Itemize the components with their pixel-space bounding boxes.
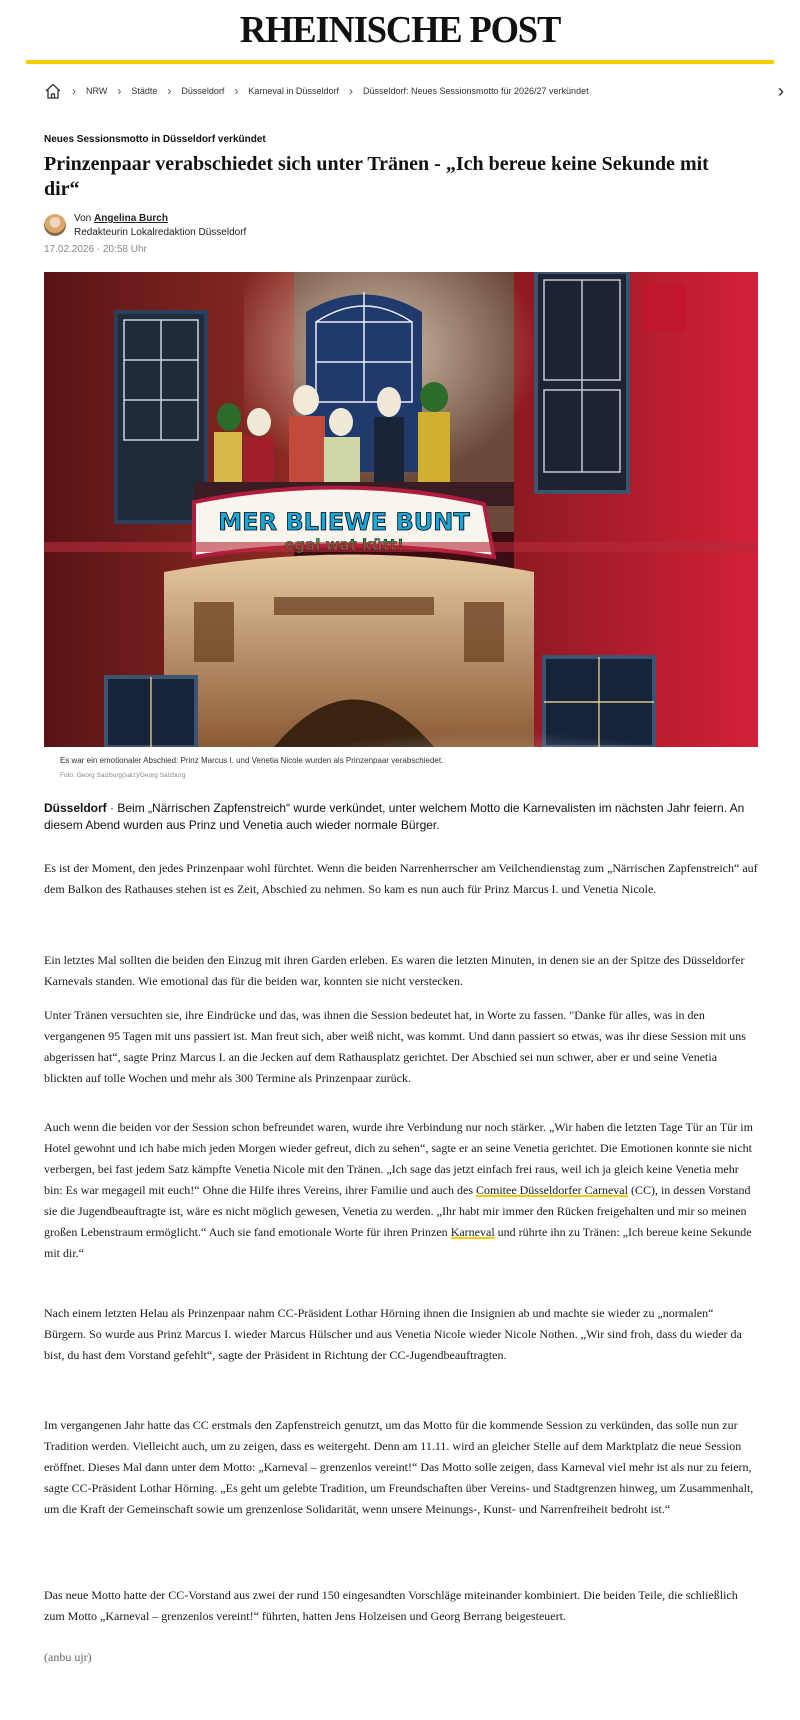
author-role: Redakteurin Lokalredaktion Düsseldorf xyxy=(74,227,247,238)
breadcrumb-item-karneval[interactable]: Karneval in Düsseldorf xyxy=(248,86,339,96)
chevron-right-icon: › xyxy=(117,84,122,98)
masthead-divider xyxy=(26,60,774,64)
breadcrumb xyxy=(44,80,784,102)
chevron-right-icon: › xyxy=(234,84,239,98)
breadcrumb-item-staedte[interactable]: Städte xyxy=(131,86,158,96)
breadcrumb-item-duesseldorf[interactable]: Düsseldorf xyxy=(181,86,225,96)
author-avatar[interactable] xyxy=(44,214,66,236)
paragraph-1: Es ist der Moment, den jedes Prinzenpaar wohl fürchtet. Wenn die beiden Narrenherrscher am Veilchendienstag zum „Närrischen Zapfenstreich“ auf dem Balkon des Rathauses stehen ist es Zeit, Abschied zu nehmen. So kam es nun auch für Prinz Marcus I. und Venetia Nicole. xyxy=(44,861,758,896)
publish-date: 17.02.2026 · 20:58 Uhr xyxy=(44,244,147,255)
chevron-right-icon: › xyxy=(348,84,353,98)
article-kicker: Neues Sessionsmotto in Düsseldorf verkündet xyxy=(44,134,266,145)
link-comitee-duesseldorfer-carneval[interactable]: Comitee Düsseldorfer Carneval xyxy=(475,1183,628,1197)
article-lead xyxy=(44,800,758,834)
site-logo[interactable]: RHEINISCHE POST xyxy=(239,9,561,51)
banner-text-line1: MER BLIEWE BUNT xyxy=(218,508,470,536)
paragraph-6: Im vergangenen Jahr hatte das CC erstmals den Zapfenstreich genutzt, um das Motto für die kommende Session zu verkünden, das solle nun zur Tradition werden. Vielleicht auch, um zu zeigen, dass es weitergeht. Denn am 11.11. wird an gleicher Stelle auf dem Marktplatz die neue Session eröffnet. Dieses Mal dann unter dem Motto: „Karneval – grenzenlos vereint!“ Das Motto solle zeigen, dass Karneval viel mehr ist als nur zu feiern, sagte CC-Präsident Lothar Hörning. „Es geht um gelebte Tradition, um Freundschaften über Vereins- und Stadtgrenzen hinweg, um Zusammenhalt, um die Kraft der Gemeinschaft sowie um grenzenlose Solidarität, wenn unsere Meinungs-, Kunst- und Narrenfreiheit bedroht ist.“ xyxy=(44,1418,754,1516)
author-prefix: Von xyxy=(74,213,92,224)
photo-credit: Foto: Georg Salzburg(salz)/Georg Salzburg xyxy=(60,772,186,779)
paragraph-3: Unter Tränen versuchten sie, ihre Eindrücke und das, was ihnen die Session bedeutet hat, in Worte zu fassen. "Danke für alles, was in den vergangenen 95 Tagen mit uns passiert ist. Man freut sich, aber weiß nicht, was kommt. Und dann passiert so etwas, was ihr diese Session mit uns abgerissen hat“, sagte Prinz Marcus I. an die Jecken auf dem Rathausplatz gerichtet. Der Abschied sei nun schwer, aber er und seine Venetia blickten auf tolle Wochen und mehr als 300 Termine als Prinzenpaar zurück. xyxy=(44,1008,746,1085)
masthead xyxy=(0,0,800,60)
author-signature: (anbu ujr) xyxy=(44,1650,92,1664)
breadcrumb-item-current[interactable]: Düsseldorf: Neues Sessionsmotto für 2026/27 verkündet xyxy=(362,86,589,96)
chevron-right-icon: › xyxy=(167,84,172,98)
chevron-right-icon: › xyxy=(72,84,76,98)
paragraph-7: Das neue Motto hatte der CC-Vorstand aus zwei der rund 150 eingesandten Vorschläge miteinander kombiniert. Die beiden Teile, die schließlich zum Motto „Karneval – grenzenlos vereint!“ führten, hatten Jens Holzeisen und Georg Berrang beigesteuert. xyxy=(44,1588,738,1623)
carnival-balcony-image xyxy=(44,272,758,747)
breadcrumb-scroll-next-icon[interactable]: › xyxy=(778,81,784,101)
paragraph-4: Auch wenn die beiden vor der Session schon befreundet waren, wurde ihre Verbindung nur noch stärker. „Wir haben die letzten Tage Tür an Tür im Hotel gewohnt und ich habe mich jeden Morgen wieder gefreut, dich zu sehen“, sagte er an seine Venetia gerichtet. Die Emotionen konnte sie nicht verbergen, bei fast jedem Satz kämpfte Venetia Nicole mit den Tränen. „Ich sage das jetzt einfach frei raus, weil ich ja gleich keine Venetia mehr bin: Es war megageil mit euch!“ Ohne die Hilfe ihres Vereins, ihrer Familie und auch des Comitee Düsseldorfer Carneval (CC), in dessen Vorstand sie die Jugendbeauftragte ist, wäre es nicht möglich gewesen, Venetia zu werden. „Ihr habt mir immer den Rücken freigehalten und mir so meinen großen Lebenstraum ermöglicht.“ Auch sie fand emotionale Worte für ihren Prinzen Karneval und rührte ihn zu Tränen: „Ich bereue keine Sekunde mit dir.“ xyxy=(44,1120,753,1260)
link-karneval[interactable]: Karneval xyxy=(450,1225,495,1239)
paragraph-2: Ein letztes Mal sollten die beiden den Einzug mit ihren Garden erleben. Es waren die letzten Minuten, in denen sie an der Spitze des Düsseldorfer Karnevals standen. Wie emotional das für die beiden war, konnten sie nicht verstecken. xyxy=(44,953,745,988)
breadcrumb-item-nrw[interactable]: NRW xyxy=(86,86,108,96)
article-photo[interactable] xyxy=(44,272,758,747)
lead-text: · Beim „Närrischen Zapfenstreich“ wurde verkündet, unter welchem Motto die Karnevalisten im nächsten Jahr feiern. An diesem Abend wurden aus Prinz und Venetia auch wieder normale Bürger. xyxy=(44,801,745,832)
photo-caption: Es war ein emotionaler Abschied: Prinz Marcus I. und Venetia Nicole wurden als Prinzenpaar verabschiedet. xyxy=(60,756,444,765)
paragraph-5: Nach einem letzten Helau als Prinzenpaar nahm CC-Präsident Lothar Hörning ihnen die Insignien ab und machte sie wieder zu „normalen“ Bürgern. So wurde aus Prinz Marcus I. wieder Marcus Hülscher und aus Venetia Nicole wieder Nicole Nothen. „Wir sind froh, dass du wieder da bist, du hast dem Vorstand gefehlt“, sagte der Präsident in Richtung der CC-Jugendbeauftragten. xyxy=(44,1306,742,1362)
home-icon[interactable] xyxy=(44,82,62,100)
author-byline xyxy=(44,212,246,242)
lead-location: Düsseldorf xyxy=(44,801,107,815)
author-name-link[interactable]: Angelina Burch xyxy=(94,213,168,224)
article-headline: Prinzenpaar verabschiedet sich unter Tränen - „Ich bereue keine Sekunde mit dir“ xyxy=(44,153,709,200)
